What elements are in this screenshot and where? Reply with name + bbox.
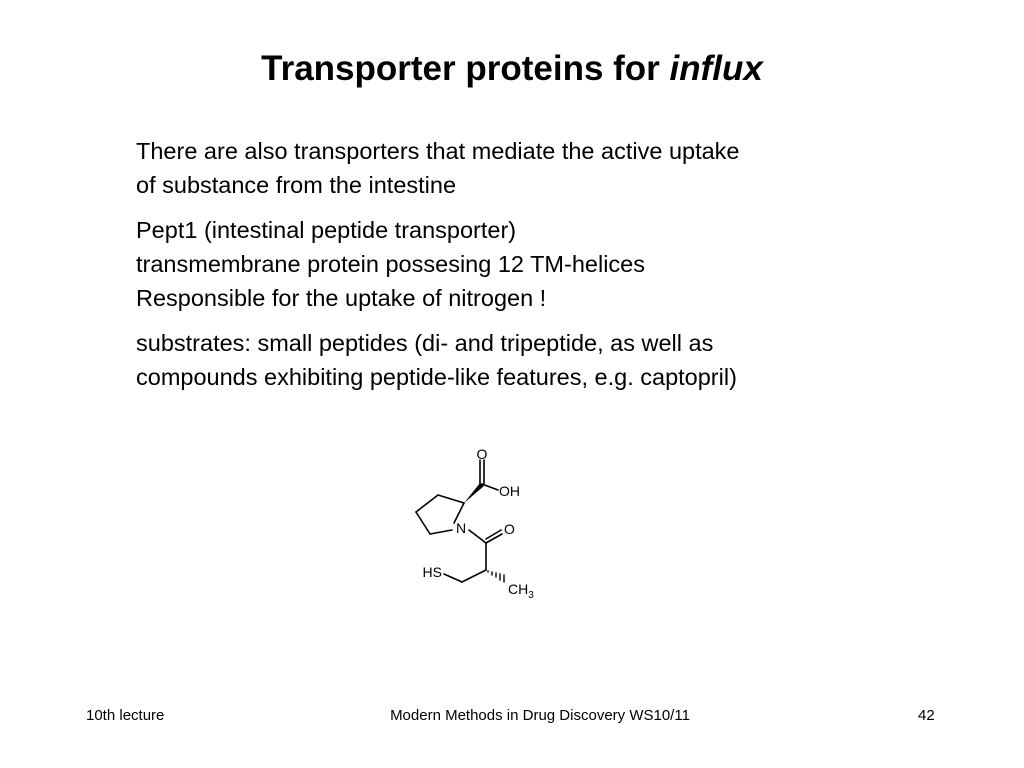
- text-line: substrates: small peptides (di- and tripeptide, as well as: [136, 330, 714, 356]
- footer-course-title: Modern Methods in Drug Discovery WS10/11: [390, 707, 690, 724]
- text-line: transmembrane protein possesing 12 TM-helices: [136, 251, 645, 277]
- ring-bond: [416, 495, 438, 512]
- captopril-structure: [400, 440, 560, 610]
- text-line: Responsible for the uptake of nitrogen !: [136, 285, 547, 311]
- ring-bond: [438, 495, 464, 503]
- hashed-bond: [488, 571, 504, 582]
- ring-bond: [430, 530, 452, 534]
- backbone-bond: [462, 570, 486, 582]
- ring-bond: [416, 512, 430, 534]
- text-line: of substance from the intestine: [136, 172, 457, 198]
- footer-page-number: 42: [918, 707, 935, 724]
- atom-label-oxygen: O: [476, 446, 488, 462]
- slide-title: [0, 46, 1024, 92]
- atom-label-methyl: $CH_3$: [508, 581, 534, 601]
- hydroxyl-bond: [482, 484, 498, 490]
- paragraph-pept1: [136, 213, 896, 315]
- atom-label-hydroxyl: OH: [499, 483, 520, 499]
- thiol-bond: [444, 574, 462, 582]
- slide-body: [136, 134, 896, 405]
- atom-label-thiol: HS: [422, 564, 442, 580]
- text-line: Pept1 (intestinal peptide transporter): [136, 217, 517, 243]
- amide-bond: [469, 530, 486, 543]
- title-emphasis: influx: [669, 49, 763, 88]
- title-text: Transporter proteins for: [261, 49, 670, 88]
- paragraph-substrates: [136, 326, 896, 394]
- footer-lecture: 10th lecture: [86, 707, 165, 724]
- wedge-bond: [464, 483, 484, 503]
- atom-label-nitrogen: N: [455, 520, 467, 536]
- atom-label-oxygen: O: [504, 521, 515, 537]
- amide-carbonyl-bond: [486, 534, 502, 543]
- text-line: compounds exhibiting peptide-like features, e.g. captopril): [136, 364, 737, 390]
- amide-carbonyl-bond: [486, 530, 501, 539]
- paragraph-intro: [136, 134, 896, 202]
- text-line: There are also transporters that mediate the active uptake: [136, 138, 740, 164]
